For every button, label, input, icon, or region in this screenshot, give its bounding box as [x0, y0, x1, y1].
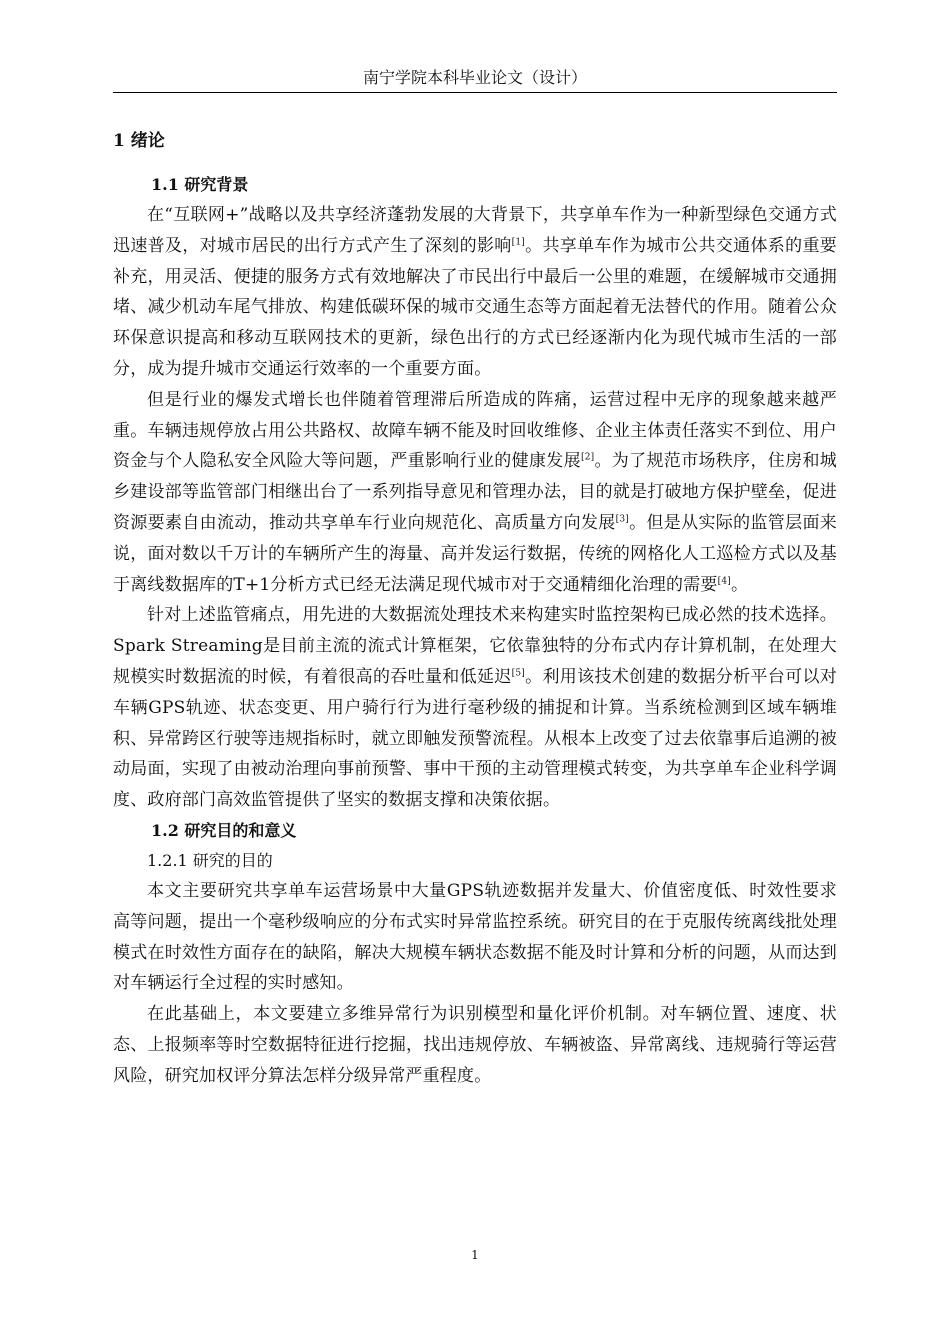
page-header: 南宁学院本科毕业论文（设计） [113, 66, 837, 93]
citation-ref: [2] [580, 452, 595, 463]
citation-ref: [5] [511, 668, 525, 679]
section-heading-1-2: 1.2 研究目的和意义 [151, 820, 297, 840]
citation-ref: [4] [717, 575, 731, 586]
page-number: 1 [471, 1248, 479, 1262]
paragraph-purpose-2: 在此基础上，本文要建立多维异常行为识别模型和量化评价机制。对车辆位置、速度、状态、上报频率等时空数据特征进行挖掘，找出违规停放、车辆被盗、异常离线、违规骑行等运营风险，研究加权评分算法怎样分级异常严重程度。 [113, 1004, 837, 1086]
paragraph-background-3: 针对上述监管痛点，用先进的大数据流处理技术来构建实时监控架构已成必然的技术选择。Spark Streaming是目前主流的流式计算框架，它依靠独特的分布式内存计算机制，在处理大规模实时数据流的时候，有着很高的吞吐量和低延迟[5]。利用该技术创建的数据分析平台可以对车辆GPS轨迹、状态变更、用户骑行行为进行毫秒级的捕捉和计算。当系统检测到区域车辆堆积、异常跨区行驶等违规指标时，就立即触发预警流程。从根本上改变了过去依靠事后追溯的被动局面，实现了由被动治理向事前预警、事中干预的主动管理模式转变，为共享单车企业科学调度、政府部门高效监管提供了坚实的数据支撑和决策依据。 [113, 605, 837, 811]
paragraph-background-2: 但是行业的爆发式增长也伴随着管理滞后所造成的阵痛，运营过程中无序的现象越来越严重。车辆违规停放占用公共路权、故障车辆不能及时回收维修、企业主体责任落实不到位、用户资金与个人隐私安全风险大等问题，严重影响行业的健康发展[2]。为了规范市场秩序，住房和城乡建设部等监管部门相继出台了一系列指导意见和管理办法，目的就是打破地方保护壁垒，促进资源要素自由流动，推动共享单车行业向规范化、高质量方向发展[3]。但是从实际的监管层面来说，面对数以千万计的车辆所产生的海量、高并发运行数据，传统的网格化人工巡检方式以及基于离线数据库的T+1分析方式已经无法满足现代城市对于交通精细化治理的需要[4]。 [113, 389, 837, 595]
citation-ref: [3] [615, 514, 629, 525]
paragraph-purpose-1: 本文主要研究共享单车运营场景中大量GPS轨迹数据并发量大、价值密度低、时效性要求高等问题，提出一个毫秒级响应的分布式实时异常监控系统。研究目的在于克服传统离线批处理模式在时效性方面存在的缺陷，解决大规模车辆状态数据不能及时计算和分析的问题，从而达到对车辆运行全过程的实时感知。 [113, 880, 837, 994]
citation-ref: [1] [511, 237, 525, 248]
page-body [113, 126, 837, 1092]
chapter-title: 1 绪论 [113, 131, 165, 151]
section-heading-1-1: 1.1 研究背景 [151, 175, 249, 194]
subsection-heading-1-2-1: 1.2.1 研究的目的 [147, 850, 273, 870]
paragraph-background-1: 在“互联网+”战略以及共享经济蓬勃发展的大背景下，共享单车作为一种新型绿色交通方式迅速普及，对城市居民的出行方式产生了深刻的影响[1]。共享单车作为城市公共交通体系的重要补充，用灵活、便捷的服务方式有效地解决了市民出行中最后一公里的难题，在缓解城市交通拥堵、减少机动车尾气排放、构建低碳环保的城市交通生态等方面起着无法替代的作用。随着公众环保意识提高和移动互联网技术的更新，绿色出行的方式已经逐渐内化为现代城市生活的一部分，成为提升城市交通运行效率的一个重要方面。 [113, 205, 837, 379]
